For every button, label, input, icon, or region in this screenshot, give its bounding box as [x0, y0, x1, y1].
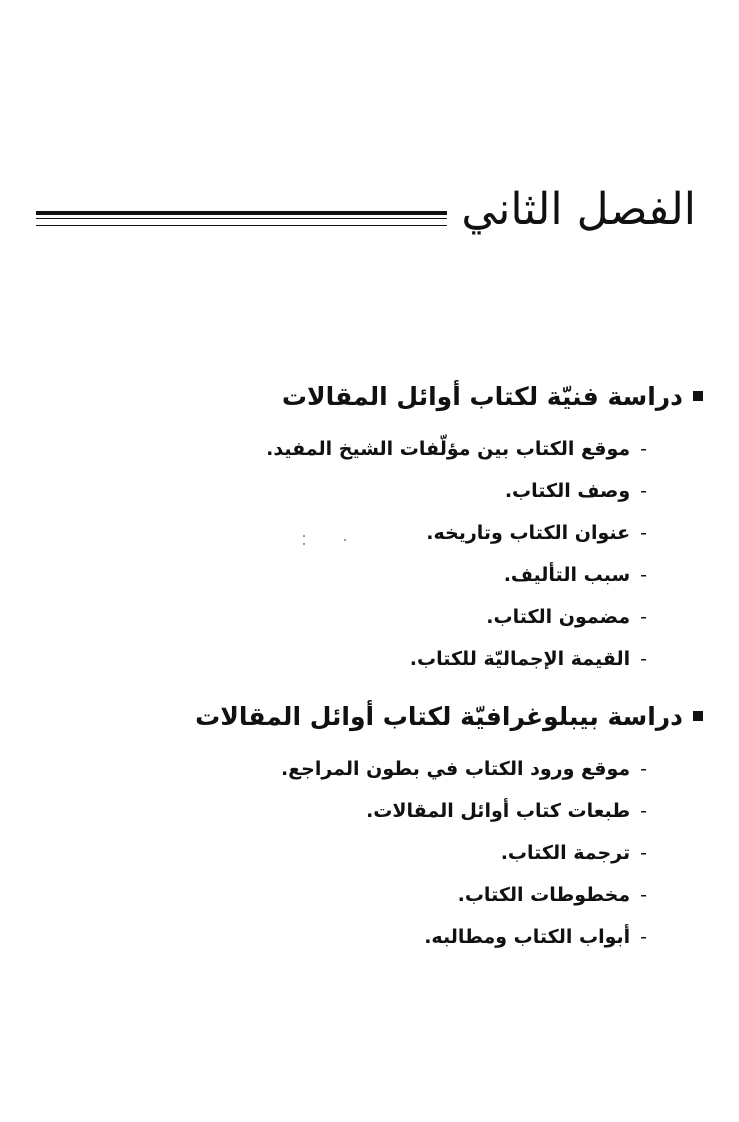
- list-item-text: أبواب الكتاب ومطالبه.: [424, 926, 631, 948]
- dash-icon: -: [640, 884, 647, 906]
- section-heading-text: دراسة فنيّة لكتاب أوائل المقالات: [281, 381, 683, 411]
- chapter-title: الفصل الثاني: [461, 184, 696, 235]
- list-item-text: موقع الكتاب بين مؤلّفات الشيخ المفيد.: [266, 438, 631, 460]
- dash-icon: -: [640, 800, 647, 822]
- list-item: [195, 916, 647, 958]
- list-item-text: عنوان الكتاب وتاريخه.: [426, 522, 631, 544]
- dash-icon: -: [640, 564, 647, 586]
- dash-icon: -: [640, 758, 647, 780]
- list-item: [266, 512, 647, 554]
- section-heading-text: دراسة بيبلوغرافيّة لكتاب أوائل المقالات: [195, 701, 683, 731]
- list-item: [195, 832, 647, 874]
- section-artistic-study: [266, 376, 703, 680]
- list-item-text: موقع ورود الكتاب في بطون المراجع.: [280, 758, 631, 780]
- section-item-list: [266, 428, 647, 680]
- dash-icon: -: [640, 480, 647, 502]
- list-item: [266, 428, 647, 470]
- list-item-text: وصف الكتاب.: [504, 480, 631, 502]
- section-heading: [266, 376, 703, 416]
- list-item: [195, 748, 647, 790]
- list-item: [195, 790, 647, 832]
- dash-icon: -: [640, 438, 647, 460]
- list-item: [195, 874, 647, 916]
- chapter-header: [36, 178, 696, 238]
- square-bullet-icon: [693, 711, 703, 721]
- list-item-text: مخطوطات الكتاب.: [457, 884, 631, 906]
- list-item: [266, 554, 647, 596]
- list-item-text: مضمون الكتاب.: [486, 606, 631, 628]
- list-item-text: طبعات كتاب أوائل المقالات.: [366, 800, 631, 822]
- dash-icon: -: [640, 842, 647, 864]
- section-item-list: [195, 748, 647, 958]
- list-item: [266, 470, 647, 512]
- section-heading: [195, 696, 703, 736]
- list-item-text: سبب التأليف.: [503, 564, 631, 586]
- dash-icon: -: [640, 606, 647, 628]
- list-item: [266, 638, 647, 680]
- dash-icon: -: [640, 648, 647, 670]
- dash-icon: -: [640, 926, 647, 948]
- list-item-text: ترجمة الكتاب.: [500, 842, 631, 864]
- list-item: [266, 596, 647, 638]
- section-bibliographic-study: [195, 696, 703, 958]
- list-item-text: القيمة الإجماليّة للكتاب.: [409, 648, 631, 670]
- dash-icon: -: [640, 522, 647, 544]
- square-bullet-icon: [693, 391, 703, 401]
- chapter-title-rule: [36, 211, 447, 226]
